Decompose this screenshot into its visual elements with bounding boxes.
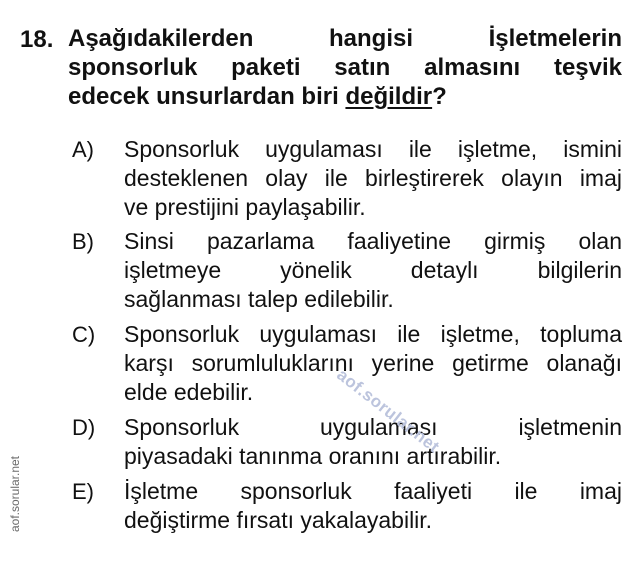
option-text bbox=[124, 135, 622, 222]
diagonal-watermark: aof.sorular.net bbox=[333, 365, 444, 457]
option-line: Sponsorluk uygulaması ile işletme, ismini bbox=[124, 136, 622, 162]
stem-line bbox=[68, 82, 622, 111]
side-watermark: aof.sorular.net bbox=[8, 455, 22, 533]
question-stem bbox=[68, 24, 622, 111]
stem-line: Aşağıdakilerden hangisi İşletmelerin bbox=[68, 25, 622, 52]
option-line: değiştirme fırsatı yakalayabilir. bbox=[124, 507, 433, 533]
option-line: Sinsi pazarlama faaliyetine girmiş olan bbox=[124, 228, 622, 254]
stem-line-text: edecek unsurlardan biri bbox=[68, 83, 346, 110]
option-line: desteklenen olay ile birleştirerek olayın imaj bbox=[124, 165, 622, 191]
stem-line: sponsorluk paketi satın almasını teşvik bbox=[68, 54, 622, 81]
option-letter: A) bbox=[72, 137, 94, 162]
option-text bbox=[124, 477, 622, 535]
option-letter: B) bbox=[72, 229, 94, 254]
option-line: Sponsorluk uygulaması işletmenin bbox=[124, 414, 622, 440]
option-text bbox=[124, 320, 622, 407]
option-line: Sponsorluk uygulaması ile işletme, topluma bbox=[124, 321, 622, 347]
option-line: işletmeye yönelik detaylı bilgilerin bbox=[124, 257, 622, 283]
question-number: 18. bbox=[20, 26, 54, 53]
option-line: piyasadaki tanınma oranını artırabilir. bbox=[124, 443, 502, 469]
option-letter: D) bbox=[72, 415, 96, 440]
option-line: sağlanması talep edilebilir. bbox=[124, 286, 394, 312]
option-text bbox=[124, 413, 622, 471]
stem-question-mark: ? bbox=[432, 83, 447, 110]
option-line: ve prestijini paylaşabilir. bbox=[124, 194, 366, 220]
negative-emphasis: değildir bbox=[345, 83, 433, 110]
option-letter: C) bbox=[72, 322, 96, 347]
option-line: İşletme sponsorluk faaliyeti ile imaj bbox=[124, 478, 622, 504]
option-letter: E) bbox=[72, 479, 94, 504]
option-line: karşı sorumluluklarını yerine getirme olanağı bbox=[124, 350, 622, 376]
option-text bbox=[124, 227, 622, 314]
option-line: elde edebilir. bbox=[124, 379, 254, 405]
